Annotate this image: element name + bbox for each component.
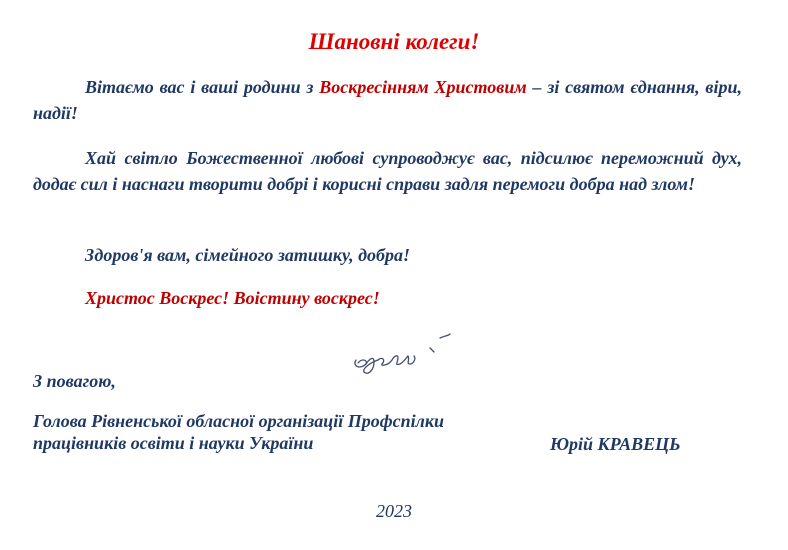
signer-position-line-1: Голова Рівненської обласної організації Профспілки <box>33 411 445 431</box>
paragraph-greeting <box>33 74 742 126</box>
health-text: Здоров'я вам, сімейного затишку, добра! <box>85 245 411 265</box>
paragraph-health <box>33 242 742 268</box>
wishes-text: Хай світло Божественної любові супроводжує вас, підсилює переможний дух, додає сил і наснаги творити добрі і корисні справи задля перемоги добра над злом! <box>33 148 742 194</box>
signer-position-line-2: працівників освіти і науки України <box>33 433 314 453</box>
greeting-highlight: Воскресінням Христовим <box>319 77 527 97</box>
paragraph-easter <box>33 285 742 311</box>
letter-year: 2023 <box>376 501 412 521</box>
greeting-text-end: – зі святом єднання, віри, надії! <box>33 77 742 123</box>
signer-name: Юрій КРАВЕЦЬ <box>550 434 681 454</box>
handwritten-signature <box>348 330 458 378</box>
easter-text: Христос Воскрес! Воістину воскрес! <box>85 288 380 308</box>
letter-title: Шановні колеги! <box>308 29 480 54</box>
closing-regards: З повагою, <box>33 371 116 391</box>
greeting-text-start: Вітаємо вас і ваші родини з <box>85 77 320 97</box>
paragraph-wishes <box>33 145 742 197</box>
